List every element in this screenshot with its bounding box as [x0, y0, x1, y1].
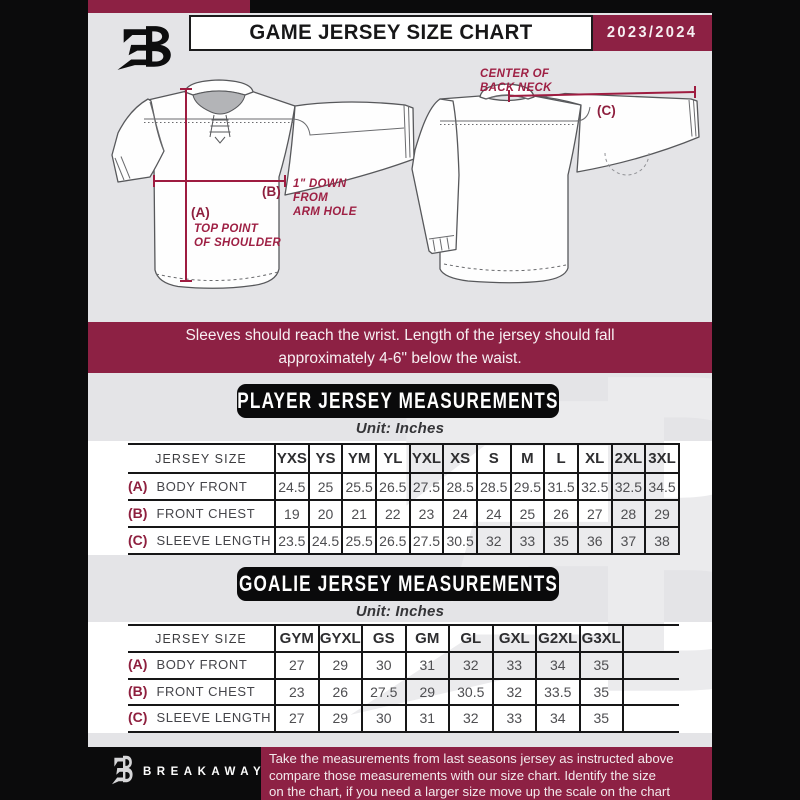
table-row: [128, 679, 679, 706]
size-column-header: YL: [376, 444, 410, 473]
goalie-section-heading: [237, 567, 559, 601]
player-heading-label: PLAYER JERSEY MEASUREMENTS: [237, 388, 559, 413]
measurement-value: 32: [493, 679, 537, 706]
caption-b-line3: ARM HOLE: [293, 206, 357, 218]
row-label: [128, 652, 275, 679]
measurement-value: 31: [406, 705, 450, 732]
caption-c-line2: BACK NECK: [480, 82, 552, 94]
measurement-value: 25: [309, 473, 343, 500]
measurement-value: 26.5: [376, 473, 410, 500]
size-column-header: G3XL: [580, 625, 624, 652]
footer-instructions: [269, 751, 705, 800]
measurement-value: 25.5: [342, 527, 376, 554]
banner-line2: approximately 4-6" below the waist.: [278, 350, 522, 367]
measurement-value: 22: [376, 500, 410, 527]
measurement-value: 37: [612, 527, 646, 554]
measurement-value: 32: [449, 705, 493, 732]
measurement-value: 34: [536, 652, 580, 679]
player-measurements-table: [128, 443, 680, 555]
instruction-banner: [88, 322, 712, 373]
size-column-header: GL: [449, 625, 493, 652]
back-jersey-outline: [412, 84, 699, 283]
blank-column: [623, 625, 679, 652]
row-title: FRONT CHEST: [156, 683, 256, 699]
season-label: 2023/2024: [607, 24, 698, 41]
caption-b-line2: FROM: [293, 192, 329, 204]
size-column-header: GYXL: [319, 625, 363, 652]
table-row: [128, 652, 679, 679]
measurement-value: 29.5: [511, 473, 545, 500]
measurement-value: 26: [544, 500, 578, 527]
measurement-value: 30: [362, 705, 406, 732]
measurement-value: 29: [406, 679, 450, 706]
measurement-value: 29: [319, 705, 363, 732]
measurement-value: 23.5: [275, 527, 309, 554]
blank-cell: [623, 705, 679, 732]
blank-cell: [623, 652, 679, 679]
measurement-value: 25.5: [342, 473, 376, 500]
caption-a-line2: OF SHOULDER: [194, 237, 281, 249]
size-column-header: L: [544, 444, 578, 473]
label-c: (C): [597, 103, 616, 118]
goalie-measurements-table: [128, 624, 679, 733]
measurement-value: 32.5: [578, 473, 612, 500]
goalie-heading-label: GOALIE JERSEY MEASUREMENTS: [238, 571, 558, 596]
size-column-header: YXL: [410, 444, 444, 473]
measurement-value: 31.5: [544, 473, 578, 500]
jersey-size-header: JERSEY SIZE: [128, 625, 275, 652]
measurement-value: 33: [493, 652, 537, 679]
size-column-header: G2XL: [536, 625, 580, 652]
measurement-value: 31: [406, 652, 450, 679]
measurement-value: 19: [275, 500, 309, 527]
row-label: [128, 679, 275, 706]
measurement-value: 24: [477, 500, 511, 527]
measurement-value: 38: [645, 527, 679, 554]
measurement-value: 27: [578, 500, 612, 527]
measurement-value: 27.5: [410, 527, 444, 554]
measurement-value: 29: [319, 652, 363, 679]
measurement-value: 27.5: [410, 473, 444, 500]
size-column-header: GS: [362, 625, 406, 652]
row-title: BODY FRONT: [156, 657, 248, 673]
footer-breakaway-logo-icon: [111, 753, 135, 787]
measurement-value: 33: [511, 527, 545, 554]
row-label: [128, 527, 275, 554]
measurement-value: 30: [362, 652, 406, 679]
table-row: [128, 705, 679, 732]
page-title-box: [189, 15, 593, 51]
measurement-value: 24.5: [275, 473, 309, 500]
measurement-value: 29: [645, 500, 679, 527]
caption-a-line1: TOP POINT: [194, 223, 259, 235]
measurement-value: 28.5: [477, 473, 511, 500]
measurement-value: 35: [580, 679, 624, 706]
row-key: (A): [128, 477, 148, 494]
row-label: [128, 705, 275, 732]
measurement-value: 23: [410, 500, 444, 527]
caption-c-line1: CENTER OF: [480, 68, 550, 80]
measurement-value: 32: [449, 652, 493, 679]
caption-b-line1: 1" DOWN: [293, 178, 347, 190]
measurement-value: 27: [275, 705, 319, 732]
player-unit-label: Unit: Inches: [355, 420, 445, 437]
measurement-value: 32: [477, 527, 511, 554]
measurement-value: 27.5: [362, 679, 406, 706]
jersey-size-header: JERSEY SIZE: [128, 444, 275, 473]
label-b: (B): [262, 184, 281, 199]
size-column-header: GM: [406, 625, 450, 652]
poster-body: [88, 0, 712, 800]
label-a: (A): [191, 205, 210, 220]
measurement-value: 23: [275, 679, 319, 706]
measurement-value: 24.5: [309, 527, 343, 554]
footer-line3: on the chart, if you need a larger size move up the scale on the chart: [269, 784, 670, 800]
measurement-value: 26.5: [376, 527, 410, 554]
measurement-value: 25: [511, 500, 545, 527]
measurement-value: 21: [342, 500, 376, 527]
footer-line2: compare those measurements with our size chart. Identify the size: [269, 767, 657, 783]
measurement-value: 33.5: [536, 679, 580, 706]
size-column-header: 2XL: [612, 444, 646, 473]
measurement-value: 28: [612, 500, 646, 527]
blank-cell: [623, 679, 679, 706]
size-column-header: XL: [578, 444, 612, 473]
measurement-value: 35: [544, 527, 578, 554]
measurement-value: 32.5: [612, 473, 646, 500]
row-title: SLEEVE LENGTH: [156, 532, 272, 548]
measurement-value: 33: [493, 705, 537, 732]
page-title: GAME JERSEY SIZE CHART: [249, 21, 533, 44]
measurement-value: 26: [319, 679, 363, 706]
size-column-header: YXS: [275, 444, 309, 473]
measurement-value: 35: [580, 705, 624, 732]
measurement-value: 36: [578, 527, 612, 554]
season-badge: [593, 15, 712, 51]
jersey-measurement-diagram: [88, 55, 712, 320]
row-key: (B): [128, 504, 148, 521]
size-column-header: YM: [342, 444, 376, 473]
footer-line1: Take the measurements from last seasons jersey as instructed above: [269, 751, 674, 766]
table-row: [128, 500, 679, 527]
size-column-header: GYM: [275, 625, 319, 652]
table-row: [128, 527, 679, 554]
measurement-value: 30.5: [449, 679, 493, 706]
measurement-value: 30.5: [443, 527, 477, 554]
measurement-value: 27: [275, 652, 319, 679]
row-title: BODY FRONT: [156, 478, 248, 494]
row-title: SLEEVE LENGTH: [156, 710, 272, 726]
footer-brand-name: BREAKAWAY: [143, 766, 267, 778]
measurement-value: 35: [580, 652, 624, 679]
table-row: [128, 473, 679, 500]
row-label: [128, 500, 275, 527]
measurement-value: 34: [536, 705, 580, 732]
row-label: [128, 473, 275, 500]
player-section-heading: [237, 384, 559, 418]
banner-line1: Sleeves should reach the wrist. Length of the jersey should fall: [185, 327, 615, 344]
row-key: (B): [128, 682, 148, 699]
size-column-header: M: [511, 444, 545, 473]
measurement-value: 24: [443, 500, 477, 527]
row-key: (A): [128, 656, 148, 673]
measurement-value: 28.5: [443, 473, 477, 500]
row-title: FRONT CHEST: [156, 505, 256, 521]
measurement-value: 20: [309, 500, 343, 527]
size-column-header: GXL: [493, 625, 537, 652]
size-column-header: S: [477, 444, 511, 473]
size-column-header: 3XL: [645, 444, 679, 473]
row-key: (C): [128, 531, 148, 548]
measurement-value: 34.5: [645, 473, 679, 500]
goalie-unit-label: Unit: Inches: [355, 603, 445, 620]
row-key: (C): [128, 709, 148, 726]
size-column-header: YS: [309, 444, 343, 473]
size-column-header: XS: [443, 444, 477, 473]
